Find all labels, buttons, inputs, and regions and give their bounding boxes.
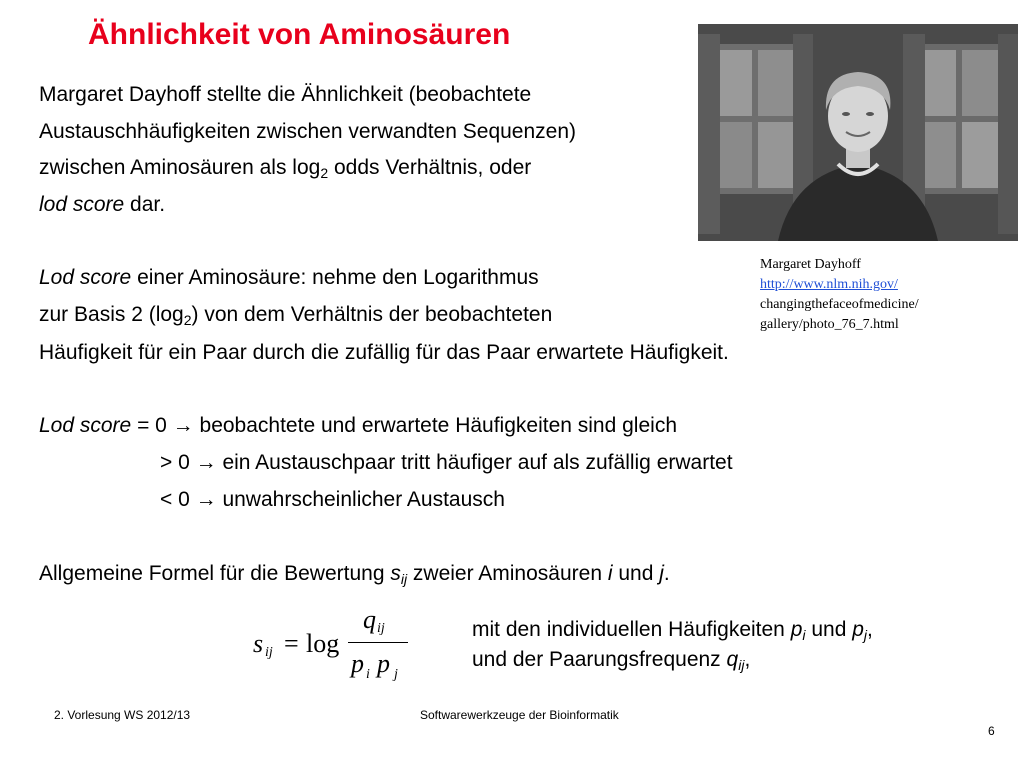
italic-term: lod score xyxy=(39,193,125,216)
italic-var: p xyxy=(852,618,864,641)
page-number: 6 xyxy=(988,724,995,738)
caption-link[interactable]: http://www.nlm.nih.gov/ xyxy=(760,277,898,292)
text-span: = 0 → beobachtete und erwartete Häufigkeiten sind gleich xyxy=(131,414,677,437)
formula-q-sub: ij xyxy=(377,621,385,636)
score-formula xyxy=(250,603,430,691)
caption-path: gallery/photo_76_7.html xyxy=(760,317,899,332)
formula-s: s xyxy=(253,629,264,658)
formula-p-j: p xyxy=(377,649,390,678)
text-span: , xyxy=(744,648,751,671)
italic-var: q xyxy=(726,648,739,671)
text-span: und der Paarungsfrequenz xyxy=(472,648,727,671)
subscript: 2 xyxy=(183,312,192,328)
formula-sub-j: j xyxy=(394,667,398,682)
caption-name: Margaret Dayhoff xyxy=(760,257,861,272)
text-line xyxy=(39,155,531,181)
formula-equals: = xyxy=(284,629,299,658)
formula-sub-i: i xyxy=(366,667,370,682)
footer-lecture: 2. Vorlesung WS 2012/13 xyxy=(54,708,191,722)
text-line xyxy=(39,413,677,439)
text-span: ) von dem Verhältnis der beobachteten xyxy=(191,303,553,326)
subscript: ij xyxy=(738,657,745,673)
subscript: 2 xyxy=(320,165,329,181)
text-span: Allgemeine Formel für die Bewertung xyxy=(39,562,391,585)
subscript: i xyxy=(802,627,806,643)
footer-course: Softwarewerkzeuge der Bioinformatik xyxy=(420,708,619,722)
portrait-illustration xyxy=(698,24,1018,241)
formula-log: log xyxy=(306,629,340,658)
text-line: Häufigkeit für ein Paar durch die zufällig für das Paar erwartete Häufigkeit. xyxy=(39,341,729,364)
formula-p-i: p xyxy=(351,649,364,678)
text-line: > 0 → ein Austauschpaar tritt häufiger auf als zufällig erwartet xyxy=(160,451,733,474)
formula-q: q xyxy=(363,605,376,634)
text-line xyxy=(39,265,539,291)
formula-note-line xyxy=(472,647,750,673)
text-line: < 0 → unwahrscheinlicher Austausch xyxy=(160,488,505,511)
text-span: zur Basis 2 (log xyxy=(39,303,184,326)
text-span: mit den individuellen Häufigkeiten xyxy=(472,618,791,641)
text-line xyxy=(39,192,165,218)
text-span: dar. xyxy=(124,193,166,216)
slide-title: Ähnlichkeit von Aminosäuren xyxy=(88,18,511,51)
caption-path: changingthefaceofmedicine/ xyxy=(760,297,919,312)
text-span: und xyxy=(805,618,853,641)
italic-var: s xyxy=(390,562,401,585)
fraction-bar xyxy=(348,642,408,643)
text-span: einer Aminosäure: nehme den Logarithmus xyxy=(131,266,539,289)
text-span: zwischen Aminosäuren als log xyxy=(39,156,321,179)
formula-note-line xyxy=(472,617,873,643)
formula-sub-ij: ij xyxy=(265,645,273,660)
text-span: , xyxy=(867,618,873,641)
text-span: zweier Aminosäuren xyxy=(407,562,608,585)
text-span: . xyxy=(663,562,670,585)
text-span: odds Verhältnis, oder xyxy=(328,156,532,179)
text-line xyxy=(39,302,552,328)
italic-term: Lod score xyxy=(39,414,132,437)
subscript: j xyxy=(863,627,868,643)
text-line: Austauschhäufigkeiten zwischen verwandten Sequenzen) xyxy=(39,120,577,143)
text-span: und xyxy=(612,562,660,585)
italic-var: p xyxy=(790,618,803,641)
text-line xyxy=(39,561,670,587)
italic-var: j xyxy=(659,562,664,585)
text-line: Margaret Dayhoff stellte die Ähnlichkeit (beobachtete xyxy=(39,83,532,106)
italic-term: Lod score xyxy=(39,266,132,289)
italic-var: i xyxy=(607,562,613,585)
portrait-photo xyxy=(698,24,1018,241)
subscript: ij xyxy=(400,571,408,587)
photo-caption xyxy=(760,255,919,335)
